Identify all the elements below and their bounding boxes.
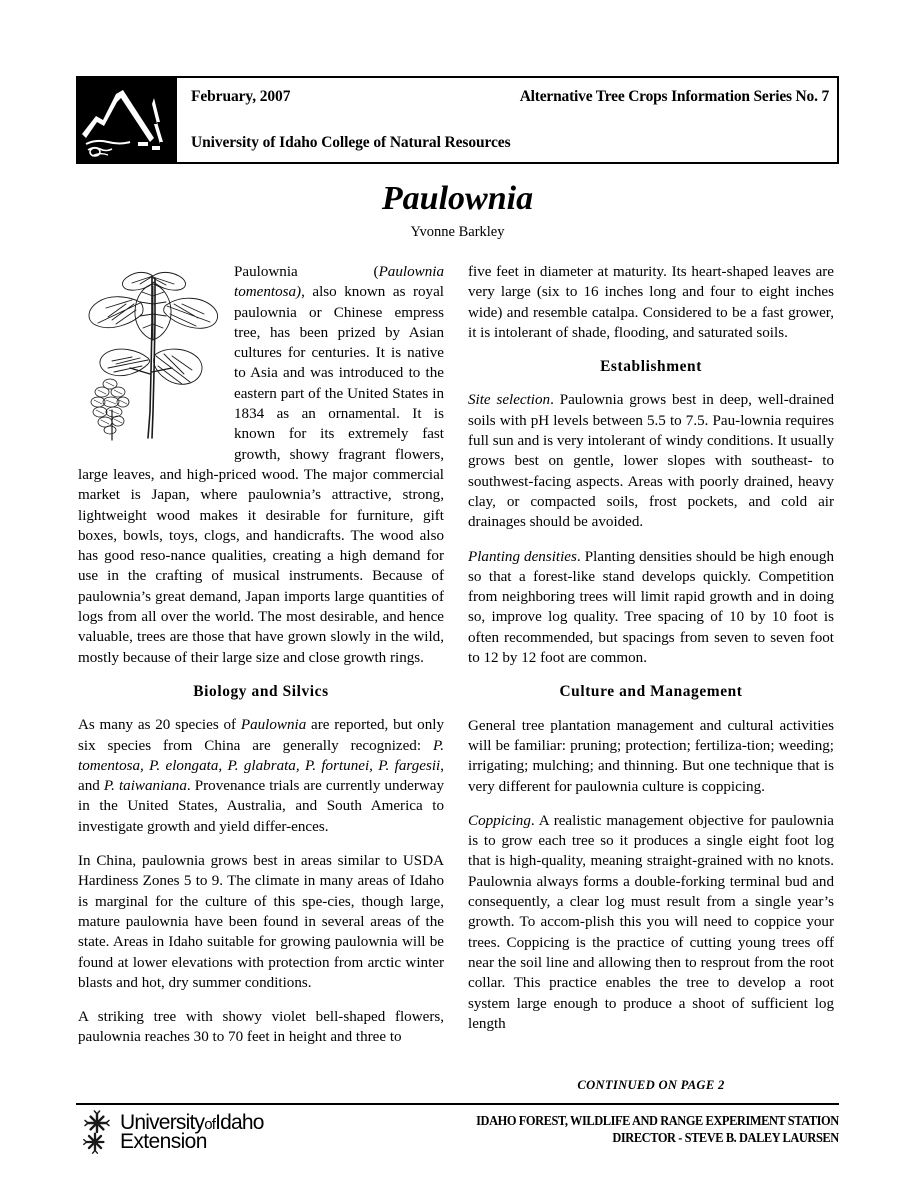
section-heading-biology: Biology and Silvics xyxy=(193,682,329,700)
mountain-tree-logo-icon xyxy=(76,76,176,164)
series-title: Alternative Tree Crops Information Series No. 7 xyxy=(519,88,829,105)
organization-name: University of Idaho College of Natural Resources xyxy=(191,134,511,151)
site-selection-label: Site selection xyxy=(468,392,551,409)
species-list-italic: P. tomentosa, P. elongata, P. glabrata, P. fortunei, P. fargesii xyxy=(78,737,444,774)
masthead xyxy=(76,76,839,164)
author-byline: Yvonne Barkley xyxy=(410,224,505,240)
planting-densities-label: Planting densities xyxy=(468,548,577,565)
director-name: DIRECTOR - STEVE B. DALEY LAURSEN xyxy=(612,1130,839,1146)
genus-italic: Paulownia xyxy=(240,717,307,734)
paragraph-coppicing: Coppicing. A realistic management objective for paulownia is to grow each tree so it produces a single eight foot log that is high-quality, meaning straight-grained with no knots. Paulownia always forms a double-forking terminal bud and consequently, a clear log must result from a single year’s growth. To accom-plish this you will need to coppice your trees. Coppicing is the practice of cutting young trees off near the soil line and allowing then to resprout from the root collar. This practice enables the tree to develop a root system large enough to produce a shoot of sufficient log length xyxy=(468,812,834,1032)
footer-divider xyxy=(76,1103,839,1105)
paragraph-tree-description: A striking tree with showy violet bell-shaped flowers, paulownia reaches 30 to 70 feet in height and three to xyxy=(78,1009,444,1046)
paragraph-intro: Paulownia (Paulownia tomentosa), also known as royal paulownia or Chinese empress tree, has been prized by Asian cultures for centuries. It is native to Asia and was introduced to the eastern part of the United States in 1834 as an ornamental. It is known for its extremely fast growth, showy fragrant flowers, large leaves, and high-priced wood. The major commercial market is Japan, where paulownia’s attractive, strong, lightweight wood makes it desirable for furniture, gift boxes, bowls, toys, clogs, and handicrafts. The wood also has good reso-nance qualities, creating a high demand for use in the crafting of musical instruments. Because of paulownia’s great demand, Japan imports large quantities of logs from all over the world. The most desirable, and hence valuable, trees are those that have grown slowly in the wild, mostly because of their large size and close growth rings. xyxy=(78,264,444,666)
species-taiwaniana-italic: P. taiwaniana xyxy=(103,778,187,795)
uidaho-wordmark-line1: UniversityofIdaho xyxy=(120,1110,264,1134)
paragraph-species-list: As many as 20 species of Paulownia are reported, but only six species from China are generally recognized: P. tomentosa, P. elongata, P. glabrata, P. fortunei, P. fargesii, and P. taiwaniana. Provenance trials are currently underway in the United States, Australia, and South America to investigate growth and yield differ-ences. xyxy=(78,717,445,835)
paragraph-planting-densities: Planting densities. Planting densities should be high enough so that a forest-like stand develops quickly. Competition from neighboring trees will limit rapid growth and in doing so, improve log quality. Tree spacing of 10 by 10 foot is often recommended, but spacings from seven to seven foot to 12 by 12 foot are common. xyxy=(468,548,834,667)
university-of-idaho-extension-logo-icon xyxy=(76,1110,264,1154)
left-column xyxy=(78,262,444,1062)
paragraph-climate: In China, paulownia grows best in areas similar to USDA Hardiness Zones 5 to 9. The climate in many areas of Idaho is marginal for the culture of this spe-cies, though large, mature paulownia have been found in several areas of the state. Areas in Idaho suitable for growing paulownia will be found at lower elevations with protection from arctic winter blasts and hot, dry summer conditions. xyxy=(78,853,444,991)
section-heading-culture: Culture and Management xyxy=(559,683,743,701)
page-title: Paulownia xyxy=(381,180,534,217)
footer-station-info xyxy=(453,1112,839,1147)
right-column xyxy=(468,262,834,1048)
page-footer xyxy=(76,1108,839,1168)
issue-date: February, 2007 xyxy=(191,88,291,105)
continued-note: CONTINUED ON PAGE 2 xyxy=(577,1078,725,1092)
experiment-station-name: IDAHO FOREST, WILDLIFE AND RANGE EXPERIMENT STATION xyxy=(476,1113,839,1128)
uidaho-wordmark xyxy=(120,1110,264,1153)
paragraph-site-selection: Site selection. Paulownia grows best in deep, well-drained soils with pH levels between 5.5 to 7.5. Pau-lownia requires full sun and is very intolerant of windy conditions. It usually grows best on gentle, lower slopes with southeast- to southwest-facing aspects. Areas with poorly drained, heavy clay, or compacted soils, frost pockets, and cold air drainages should be avoided. xyxy=(468,392,834,531)
section-heading-establishment: Establishment xyxy=(600,358,702,376)
uidaho-starburst-icon xyxy=(76,1110,118,1154)
paragraph-leaves: five feet in diameter at maturity. Its heart-shaped leaves are very large (six to 16 inches long and four to eight inches wide) and resemble catalpa. Considered to be a fast grower, it is intolerant of shade, flooding, and saturated soils. xyxy=(468,264,834,341)
paragraph-general-management: General tree plantation management and cultural activities will be familiar: pruning; protection; fertiliza-tion; weeding; irrigating; mulching; and thinning. But one technique that is very different for paulownia culture is coppicing. xyxy=(468,717,834,795)
masthead-text-box xyxy=(176,76,839,164)
species-name-italic: Paulownia tomentosa) xyxy=(234,264,444,301)
uidaho-wordmark-line2: Extension xyxy=(120,1130,207,1153)
paulownia-botanical-illustration-icon xyxy=(78,262,226,444)
masthead-top-row xyxy=(191,88,829,106)
coppicing-label: Coppicing xyxy=(468,812,531,829)
